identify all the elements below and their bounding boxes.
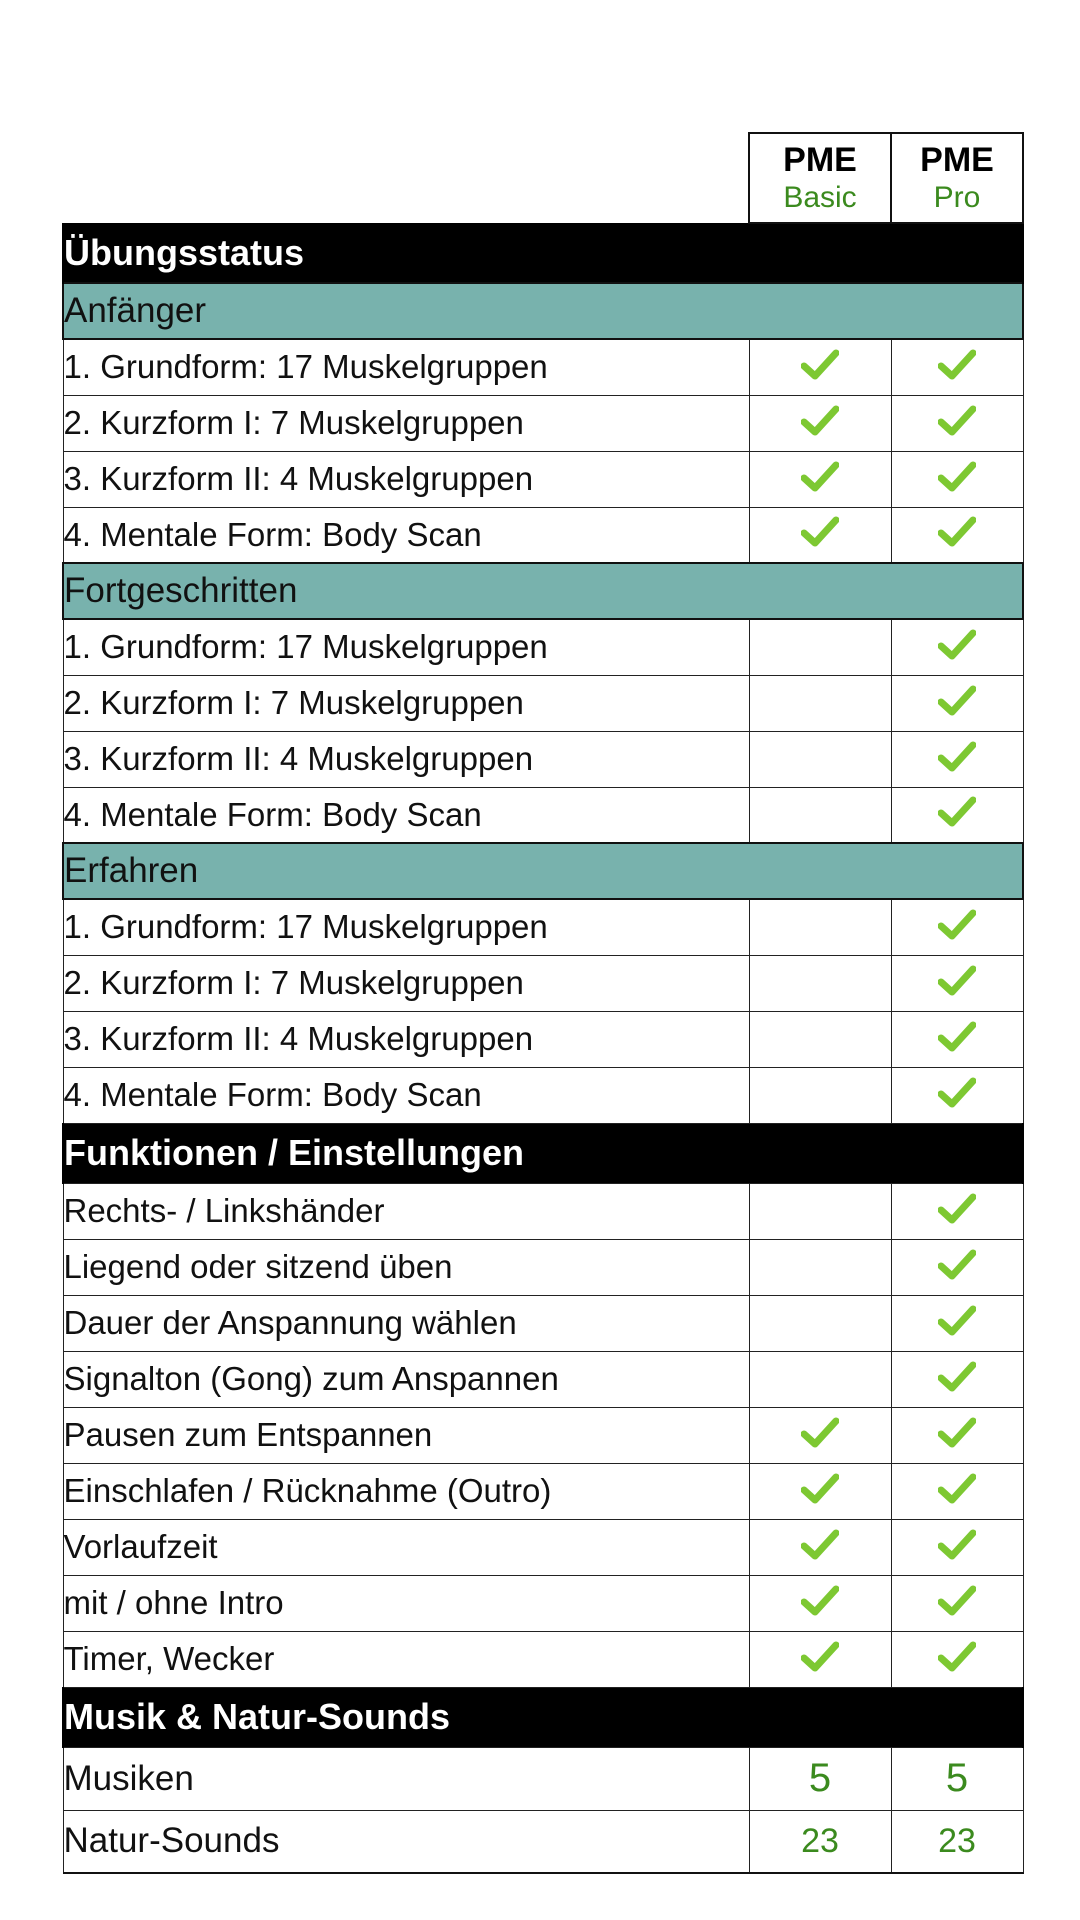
cell-pro (891, 955, 1023, 1011)
table-row (63, 1519, 1023, 1575)
checkmark-icon (801, 349, 839, 386)
feature-label: 4. Mentale Form: Body Scan (63, 787, 749, 843)
cell-pro (891, 451, 1023, 507)
cell-basic (749, 675, 891, 731)
group-title: Fortgeschritten (63, 563, 1023, 619)
cell-pro (891, 1351, 1023, 1407)
table-row (63, 1631, 1023, 1687)
checkmark-icon (938, 796, 976, 833)
cell-pro (891, 1631, 1023, 1687)
checkmark-icon (938, 1021, 976, 1058)
checkmark-icon (801, 516, 839, 553)
checkmark-icon (938, 1249, 976, 1286)
feature-label: 2. Kurzform I: 7 Muskelgruppen (63, 675, 749, 731)
table-row (63, 731, 1023, 787)
header-blank-cell (63, 133, 749, 223)
cell-pro (891, 619, 1023, 675)
feature-comparison-table (62, 132, 1024, 1874)
header-pro-variant: Pro (933, 181, 981, 215)
header-basic-variant: Basic (783, 181, 857, 215)
group-header (63, 283, 1023, 339)
checkmark-icon (938, 461, 976, 498)
table-row (63, 1295, 1023, 1351)
feature-label: 1. Grundform: 17 Muskelgruppen (63, 619, 749, 675)
cell-basic (749, 1067, 891, 1123)
checkmark-icon (938, 405, 976, 442)
section-header (63, 1123, 1023, 1183)
cell-pro (891, 1295, 1023, 1351)
table-row (63, 619, 1023, 675)
cell-basic (749, 1631, 891, 1687)
cell-basic (749, 451, 891, 507)
checkmark-icon (801, 405, 839, 442)
cell-basic (749, 1295, 891, 1351)
table-row (63, 1067, 1023, 1123)
table-row (63, 899, 1023, 955)
checkmark-icon (938, 1361, 976, 1398)
cell-pro (891, 1519, 1023, 1575)
table-row (63, 955, 1023, 1011)
checkmark-icon (938, 349, 976, 386)
cell-basic (749, 1575, 891, 1631)
cell-pro (891, 395, 1023, 451)
feature-label: mit / ohne Intro (63, 1575, 749, 1631)
cell-basic (749, 339, 891, 395)
cell-pro (891, 1239, 1023, 1295)
table-row (63, 1011, 1023, 1067)
feature-label: 4. Mentale Form: Body Scan (63, 507, 749, 563)
feature-label: Timer, Wecker (63, 1631, 749, 1687)
section-header (63, 223, 1023, 283)
feature-label: Natur-Sounds (63, 1810, 749, 1873)
cell-basic (749, 507, 891, 563)
checkmark-icon (938, 685, 976, 722)
feature-label: 3. Kurzform II: 4 Muskelgruppen (63, 731, 749, 787)
value-basic: 23 (749, 1810, 891, 1873)
cell-pro (891, 339, 1023, 395)
checkmark-icon (938, 1641, 976, 1678)
checkmark-icon (801, 1417, 839, 1454)
checkmark-icon (938, 1473, 976, 1510)
cell-basic (749, 1407, 891, 1463)
section-title: Übungsstatus (63, 223, 1023, 283)
feature-label: Pausen zum Entspannen (63, 1407, 749, 1463)
table-row (63, 1183, 1023, 1239)
checkmark-icon (938, 1193, 976, 1230)
checkmark-icon (801, 1585, 839, 1622)
cell-basic (749, 1519, 891, 1575)
cell-pro (891, 731, 1023, 787)
checkmark-icon (801, 461, 839, 498)
group-header (63, 843, 1023, 899)
checkmark-icon (801, 1529, 839, 1566)
cell-basic (749, 1351, 891, 1407)
cell-pro (891, 1575, 1023, 1631)
checkmark-icon (938, 629, 976, 666)
table-row (63, 1239, 1023, 1295)
cell-basic (749, 955, 891, 1011)
cell-pro (891, 1463, 1023, 1519)
section-title: Musik & Natur-Sounds (63, 1687, 1023, 1747)
checkmark-icon (938, 1417, 976, 1454)
header-basic (749, 133, 891, 223)
table-row (63, 675, 1023, 731)
checkmark-icon (801, 1641, 839, 1678)
cell-basic (749, 619, 891, 675)
feature-label: Rechts- / Linkshänder (63, 1183, 749, 1239)
cell-pro (891, 899, 1023, 955)
checkmark-icon (938, 909, 976, 946)
checkmark-icon (938, 1529, 976, 1566)
table-row (63, 1463, 1023, 1519)
feature-label: Vorlaufzeit (63, 1519, 749, 1575)
header-pro (891, 133, 1023, 223)
group-header (63, 563, 1023, 619)
feature-label: Einschlafen / Rücknahme (Outro) (63, 1463, 749, 1519)
cell-pro (891, 675, 1023, 731)
cell-basic (749, 787, 891, 843)
cell-pro (891, 1067, 1023, 1123)
checkmark-icon (938, 516, 976, 553)
cell-pro (891, 1183, 1023, 1239)
feature-label: 1. Grundform: 17 Muskelgruppen (63, 339, 749, 395)
feature-label: 4. Mentale Form: Body Scan (63, 1067, 749, 1123)
feature-label: 2. Kurzform I: 7 Muskelgruppen (63, 955, 749, 1011)
feature-label: Liegend oder sitzend üben (63, 1239, 749, 1295)
group-title: Erfahren (63, 843, 1023, 899)
cell-pro (891, 507, 1023, 563)
checkmark-icon (938, 1585, 976, 1622)
group-title: Anfänger (63, 283, 1023, 339)
feature-label: 3. Kurzform II: 4 Muskelgruppen (63, 1011, 749, 1067)
value-basic: 5 (749, 1747, 891, 1810)
cell-basic (749, 731, 891, 787)
cell-basic (749, 1239, 891, 1295)
section-title: Funktionen / Einstellungen (63, 1123, 1023, 1183)
cell-basic (749, 395, 891, 451)
feature-label: 1. Grundform: 17 Muskelgruppen (63, 899, 749, 955)
table-row (63, 1810, 1023, 1873)
checkmark-icon (801, 1473, 839, 1510)
table-row (63, 1575, 1023, 1631)
header-pro-product: PME (920, 140, 994, 179)
value-pro: 5 (891, 1747, 1023, 1810)
cell-basic (749, 1183, 891, 1239)
cell-basic (749, 899, 891, 955)
feature-label: 2. Kurzform I: 7 Muskelgruppen (63, 395, 749, 451)
checkmark-icon (938, 965, 976, 1002)
feature-label: Musiken (63, 1747, 749, 1810)
table-row (63, 1747, 1023, 1810)
table-row (63, 787, 1023, 843)
feature-label: Dauer der Anspannung wählen (63, 1295, 749, 1351)
cell-pro (891, 1011, 1023, 1067)
table-row (63, 1351, 1023, 1407)
feature-label: Signalton (Gong) zum Anspannen (63, 1351, 749, 1407)
cell-pro (891, 787, 1023, 843)
cell-pro (891, 1407, 1023, 1463)
cell-basic (749, 1011, 891, 1067)
table-row (63, 395, 1023, 451)
header-basic-product: PME (783, 140, 857, 179)
feature-label: 3. Kurzform II: 4 Muskelgruppen (63, 451, 749, 507)
cell-basic (749, 1463, 891, 1519)
value-pro: 23 (891, 1810, 1023, 1873)
table-row (63, 451, 1023, 507)
checkmark-icon (938, 741, 976, 778)
checkmark-icon (938, 1305, 976, 1342)
table-row (63, 1407, 1023, 1463)
table-row (63, 507, 1023, 563)
table-row (63, 339, 1023, 395)
section-header (63, 1687, 1023, 1747)
checkmark-icon (938, 1077, 976, 1114)
header-row (63, 133, 1023, 223)
